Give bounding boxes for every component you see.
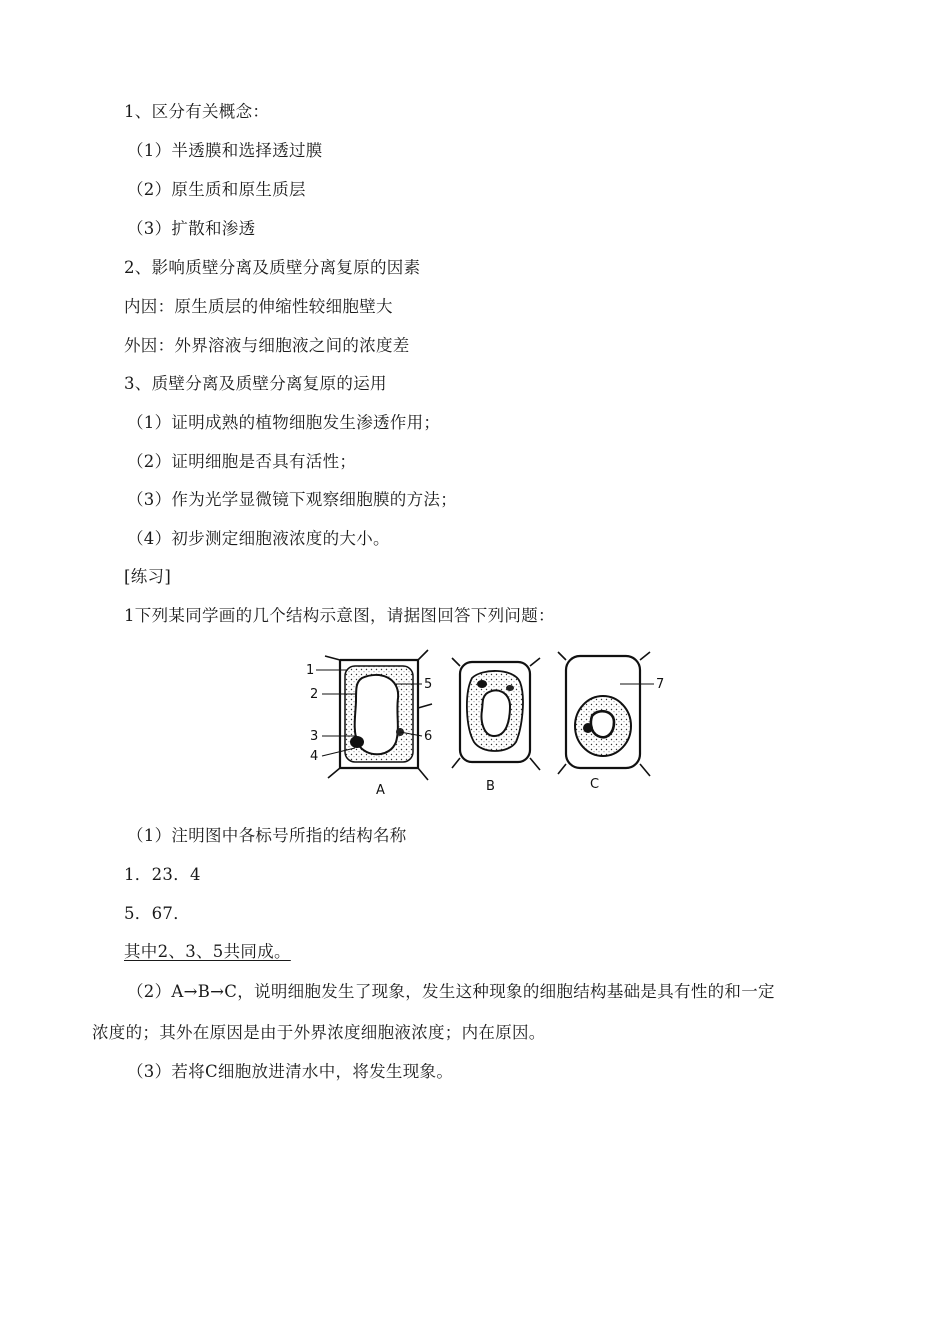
section2-internal: 内因：原生质层的伸缩性较细胞壁大	[124, 297, 393, 316]
pointer-label-5: 5	[424, 677, 433, 692]
exercise-sub-question-2: （2）A→B→C，说明细胞发生了现象，发生这种现象的细胞结构基础是具有性的和一定	[127, 982, 775, 1001]
section2-heading: 2、影响质壁分离及质壁分离复原的因素	[124, 258, 421, 277]
pointer-label-1: 1	[306, 663, 315, 678]
exercise-sub-question-2-continued: 浓度的；其外在原因是由于外界浓度细胞液浓度；内在原因。	[92, 1023, 546, 1042]
pointer-label-3: 3	[310, 729, 319, 744]
section2-external: 外因：外界溶液与细胞液之间的浓度差	[124, 336, 410, 355]
exercise-sub-question-3: （3）若将C细胞放进清水中，将发生现象。	[127, 1062, 454, 1081]
exercise-label: [练习]	[124, 567, 172, 586]
answers-line-1: 1．23．4	[124, 865, 201, 884]
section3-item-4: （4）初步测定细胞液浓度的大小。	[127, 529, 390, 548]
section1-heading: 1、区分有关概念：	[124, 102, 270, 121]
section3-item-2: （2）证明细胞是否具有活性；	[127, 452, 357, 471]
section1-item-2: （2）原生质和原生质层	[127, 180, 306, 199]
composition-line: 其中2、3、5共同成。	[124, 942, 291, 961]
panel-label-b: B	[486, 779, 495, 794]
cell-c	[558, 652, 654, 776]
pointer-label-2: 2	[310, 687, 319, 702]
exercise-question-1: 1下列某同学画的几个结构示意图，请据图回答下列问题：	[124, 606, 555, 625]
answers-line-2: 5．67．	[124, 904, 190, 923]
section3-heading: 3、质壁分离及质壁分离复原的运用	[124, 374, 387, 393]
section3-item-1: （1）证明成熟的植物细胞发生渗透作用；	[127, 413, 441, 432]
pointer-label-7: 7	[656, 677, 665, 692]
panel-label-a: A	[376, 783, 385, 798]
section3-item-3: （3）作为光学显微镜下观察细胞膜的方法；	[127, 490, 457, 509]
cell-a	[316, 650, 432, 780]
pointer-label-6: 6	[424, 729, 433, 744]
section1-item-1: （1）半透膜和选择透过膜	[127, 141, 323, 160]
section1-item-3: （3）扩散和渗透	[127, 219, 256, 238]
cell-b	[452, 658, 540, 770]
pointer-label-4: 4	[310, 749, 319, 764]
exercise-sub-question-1: （1）注明图中各标号所指的结构名称	[127, 826, 407, 845]
panel-label-c: C	[590, 777, 600, 792]
cell-plasmolysis-figure	[300, 648, 680, 798]
